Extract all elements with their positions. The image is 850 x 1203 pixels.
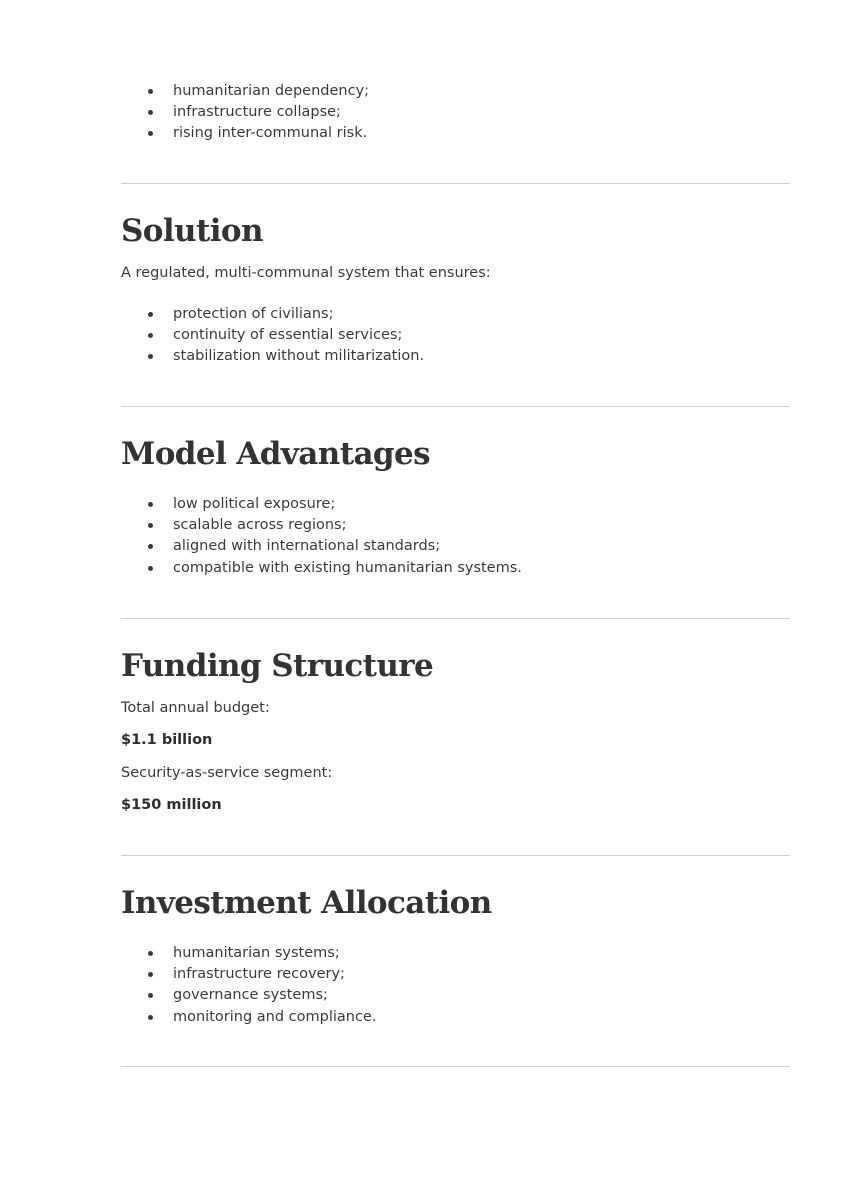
section-title-funding-structure: Funding Structure <box>121 648 434 684</box>
list-item: scalable across regions; <box>173 515 522 536</box>
bullet-icon <box>148 993 153 998</box>
list-item: aligned with international standards; <box>173 536 522 557</box>
list-item: compatible with existing humanitarian systems. <box>173 558 522 579</box>
section-divider <box>121 1066 790 1067</box>
list-item: humanitarian systems; <box>173 943 376 964</box>
section-divider <box>121 855 790 856</box>
bullet-icon <box>148 333 153 338</box>
list-item: infrastructure recovery; <box>173 964 376 985</box>
bullet-icon <box>148 523 153 528</box>
section-title-solution: Solution <box>121 213 263 249</box>
section-divider <box>121 406 790 407</box>
list-item: infrastructure collapse; <box>173 102 369 123</box>
list-item: continuity of essential services; <box>173 325 424 346</box>
total-budget-value: $1.1 billion <box>121 732 213 748</box>
bullet-icon <box>148 89 153 94</box>
risk-list <box>121 81 369 145</box>
bullet-icon <box>148 566 153 571</box>
list-item: stabilization without militarization. <box>173 346 424 367</box>
section-title-model-advantages: Model Advantages <box>121 436 430 472</box>
list-item: governance systems; <box>173 985 376 1006</box>
solution-list <box>121 304 424 368</box>
bullet-icon <box>148 1015 153 1020</box>
bullet-icon <box>148 972 153 977</box>
allocation-list <box>121 943 376 1028</box>
bullet-icon <box>148 131 153 136</box>
bullet-icon <box>148 312 153 317</box>
segment-label: Security-as-service segment: <box>121 765 333 781</box>
list-item: humanitarian dependency; <box>173 81 369 102</box>
bullet-icon <box>148 502 153 507</box>
list-item: rising inter-communal risk. <box>173 123 369 144</box>
bullet-icon <box>148 354 153 359</box>
section-divider <box>121 183 790 184</box>
solution-lead: A regulated, multi-communal system that ensures: <box>121 265 491 281</box>
bullet-icon <box>148 544 153 549</box>
section-title-investment-allocation: Investment Allocation <box>121 885 492 921</box>
advantages-list <box>121 494 522 579</box>
bullet-icon <box>148 951 153 956</box>
total-budget-label: Total annual budget: <box>121 700 270 716</box>
list-item: monitoring and compliance. <box>173 1007 376 1028</box>
list-item: protection of civilians; <box>173 304 424 325</box>
section-divider <box>121 618 790 619</box>
list-item: low political exposure; <box>173 494 522 515</box>
segment-value: $150 million <box>121 797 222 813</box>
bullet-icon <box>148 110 153 115</box>
